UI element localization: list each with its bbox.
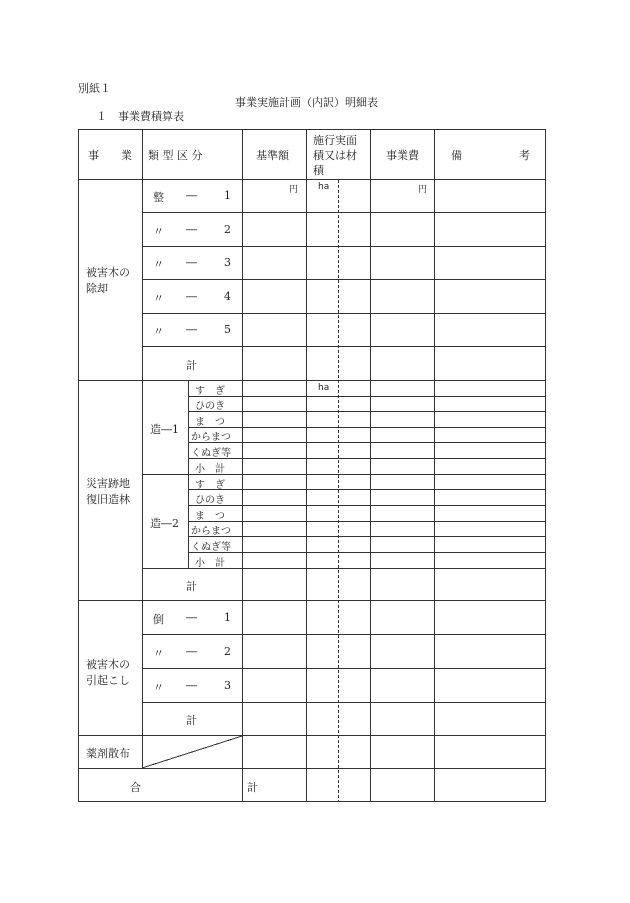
removal-row-1-num: 1 — [224, 189, 231, 202]
removal-row-4-dash: ― — [186, 290, 197, 303]
section-heading: １ 事業費積算表 — [96, 110, 184, 123]
spray-diagonal — [142, 736, 242, 768]
raise-row-1-kind: 倒 — [153, 613, 164, 626]
header-remarks-a: 備 — [451, 149, 462, 162]
reforest-group-2-label: 造―2 — [150, 517, 179, 530]
raise-row-1-dash: ― — [186, 611, 197, 624]
raise-row-1-num: 1 — [224, 611, 231, 624]
reforest-group-1-label: 造―1 — [150, 423, 179, 436]
section-removal-label-l1: 被害木の — [86, 266, 130, 279]
reforest-g2-species-4: からまつ — [191, 526, 231, 537]
section-spray-label: 薬剤散布 — [86, 747, 130, 760]
section-raise-label-l2: 引起こし — [86, 674, 130, 687]
reforest-g1-species-2: ひのき — [195, 401, 225, 412]
removal-row-3-num: 3 — [224, 256, 231, 269]
section-reforest-label-l1: 災害跡地 — [86, 477, 130, 490]
removal-row-5-dash: ― — [186, 323, 197, 336]
raise-total: 計 — [186, 714, 197, 727]
grand-total-b: 計 — [247, 781, 258, 794]
header-area-line1: 施行実面 — [313, 134, 357, 147]
reforest-g1-species-1: す ぎ — [195, 386, 225, 397]
reforest-g1-species-3: ま つ — [195, 417, 225, 428]
raise-row-3-kind: 〃 — [153, 681, 164, 694]
removal-row-5-kind: 〃 — [153, 325, 164, 338]
reforest-total: 計 — [186, 580, 197, 593]
raise-row-2-kind: 〃 — [153, 647, 164, 660]
section-reforest-label-l2: 復旧造林 — [86, 493, 130, 506]
reforest-g2-species-3: ま つ — [195, 511, 225, 522]
raise-row-3-num: 3 — [224, 679, 231, 692]
removal-row-2-dash: ― — [186, 223, 197, 236]
document-title: 事業実施計画（内訳）明細表 — [235, 96, 378, 109]
unit-yen-cost: 円 — [418, 185, 428, 195]
header-area-line3: 積 — [313, 164, 324, 177]
reforest-g2-species-1: す ぎ — [195, 480, 225, 491]
removal-row-3-kind: 〃 — [153, 258, 164, 271]
raise-row-2-dash: ― — [186, 645, 197, 658]
raise-row-3-dash: ― — [186, 679, 197, 692]
removal-row-1-dash: ― — [186, 189, 197, 202]
header-cost: 事業費 — [386, 149, 419, 162]
header-area-line2: 積又は材 — [313, 149, 357, 162]
unit-yen-standard: 円 — [289, 185, 299, 195]
reforest-g2-species-2: ひのき — [195, 495, 225, 506]
removal-row-2-kind: 〃 — [153, 225, 164, 238]
header-standard: 基準額 — [256, 149, 289, 162]
removal-row-5-num: 5 — [224, 323, 231, 336]
removal-row-4-kind: 〃 — [153, 292, 164, 305]
raise-row-2-num: 2 — [224, 645, 231, 658]
section-raise-label-l1: 被害木の — [86, 658, 130, 671]
reforest-g1-species-4: からまつ — [191, 432, 231, 443]
attachment-label: 別紙１ — [78, 82, 111, 95]
section-removal-label-l2: 除却 — [86, 282, 108, 295]
header-business: 事 業 — [88, 149, 132, 162]
unit-ha-reforest: ha — [318, 383, 330, 393]
reforest-g1-species-5: くぬぎ等 — [191, 448, 231, 459]
grand-total-a: 合 — [130, 781, 141, 794]
reforest-g2-species-5: くぬぎ等 — [191, 542, 231, 553]
header-type: 類 型 区 分 — [148, 149, 203, 162]
removal-row-3-dash: ― — [186, 256, 197, 269]
removal-row-2-num: 2 — [224, 223, 231, 236]
unit-ha-area: ha — [318, 182, 330, 192]
removal-row-1-kind: 整 — [153, 191, 164, 204]
table-border — [79, 130, 546, 802]
reforest-g2-species-6: 小 計 — [195, 558, 225, 569]
reforest-g1-species-6: 小 計 — [195, 464, 225, 475]
removal-row-4-num: 4 — [224, 290, 231, 303]
removal-total: 計 — [186, 359, 197, 372]
header-remarks-b: 考 — [519, 149, 530, 162]
